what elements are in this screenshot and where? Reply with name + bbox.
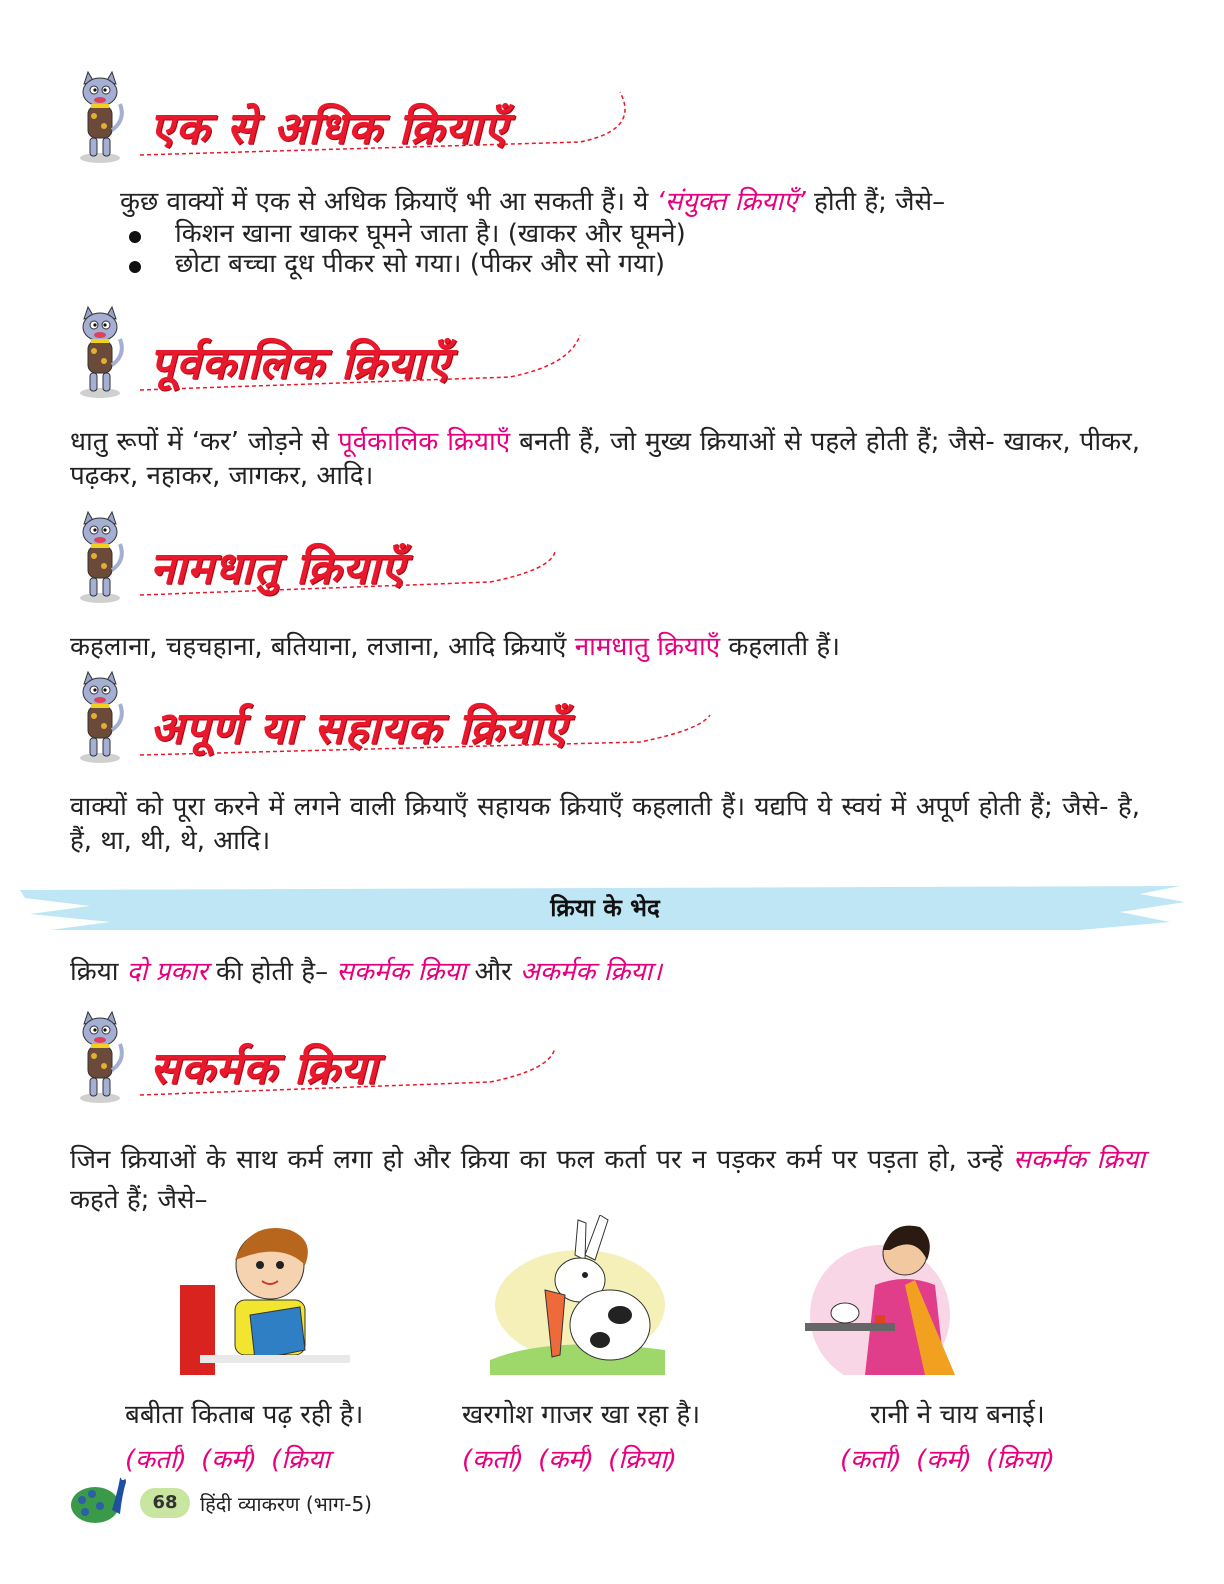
paragraph-compound-verbs [120, 185, 1160, 279]
cat-mascot-icon [70, 670, 130, 765]
highlight-term: ‘संयुक्त क्रियाएँ’ [656, 187, 806, 217]
text: होती हैं; जैसे– [805, 187, 946, 217]
highlight-term: सकर्मक क्रिया [1013, 1145, 1146, 1175]
dashed-underline [140, 325, 590, 395]
example-roles-3: (कर्ता) (कर्म) (क्रिया) [840, 1445, 1055, 1475]
cat-mascot-icon [70, 1010, 130, 1105]
paragraph-namdhatu [70, 630, 1150, 664]
section-heading-1 [70, 70, 720, 170]
page-footer [70, 1470, 470, 1530]
text: जिन क्रियाओं के साथ कर्म लगा हो और क्रिया का फल कर्ता पर न पड़कर कर्म पर पड़ता हो, उन्हें [70, 1145, 1014, 1175]
paragraph-sakarmak [70, 1140, 1145, 1220]
section-title: एक से अधिक क्रियाएँ [150, 103, 509, 154]
girl-reading-illustration [180, 1215, 355, 1375]
paragraph-two-types [70, 955, 1150, 989]
example-roles-2: (कर्ता) (कर्म) (क्रिया) [462, 1445, 677, 1475]
section-heading-3 [70, 510, 720, 610]
rabbit-eating-carrot-illustration [490, 1215, 665, 1375]
dashed-underline [140, 530, 560, 600]
cat-mascot-icon [70, 70, 130, 165]
text: कुछ वाक्यों में एक से अधिक क्रियाएँ भी आ सकती हैं। ये [120, 187, 657, 217]
section-title: अपूर्ण या सहायक क्रियाएँ [150, 703, 568, 754]
list-item: छोटा बच्चा दूध पीकर सो गया। (पीकर और सो गया) [125, 249, 1160, 279]
text: वाक्यों को पूरा करने में लगने वाली क्रियाएँ सहायक क्रियाएँ कहलाती हैं। यद्यपि ये स्वयं में अपूर्ण होती हैं; जैसे- है, हैं, था, थी, थे, आदि। [70, 792, 1140, 856]
cat-mascot-icon [70, 510, 130, 605]
text: कहलाना, चहचहाना, बतियाना, लजाना, आदि क्रियाएँ [70, 632, 575, 662]
text: की होती है– [207, 957, 337, 987]
dashed-underline [140, 1030, 560, 1100]
kriya-bhed-banner [20, 882, 1190, 934]
example-list [125, 219, 1160, 279]
book-title: हिंदी व्याकरण (भाग-5) [200, 1492, 372, 1516]
highlight-term: पूर्वकालिक क्रियाएँ [337, 427, 511, 457]
section-title: नामधातु क्रियाएँ [150, 543, 406, 594]
page-number: 68 [140, 1488, 190, 1518]
cat-mascot-icon [70, 305, 130, 400]
section-title: पूर्वकालिक क्रियाएँ [150, 338, 451, 389]
example-sentence-3: रानी ने चाय बनाई। [870, 1400, 1045, 1430]
list-item: किशन खाना खाकर घूमने जाता है। (खाकर और घूमने) [125, 219, 1160, 249]
highlight-term: अकर्मक क्रिया। [520, 957, 662, 987]
highlight-term: नामधातु क्रियाएँ [574, 632, 721, 662]
highlight-term: दो प्रकार [126, 957, 208, 987]
banner-label: क्रिया के भेद [550, 894, 660, 922]
text: कहते हैं; जैसे– [70, 1185, 208, 1215]
text: बनती हैं, जो मुख्य क्रियाओं से पहले होती हैं; जैसे- खाकर, पीकर, पढ़कर, नहाकर, जागकर, आदि। [70, 427, 1140, 491]
section-heading-2 [70, 305, 720, 405]
text: और [466, 957, 520, 987]
section-heading-4 [70, 670, 720, 770]
example-sentence-1: बबीता किताब पढ़ रही है। [125, 1400, 364, 1430]
dashed-underline [140, 690, 720, 760]
text: धातु रूपों में ‘कर’ जोड़ने से [70, 427, 338, 457]
peacock-icon [70, 1470, 140, 1530]
paragraph-purvakalik [70, 425, 1140, 493]
paragraph-sahayak [70, 790, 1140, 858]
highlight-term: सकर्मक क्रिया [336, 957, 467, 987]
woman-serving-tea-illustration [805, 1215, 980, 1375]
dashed-underline [140, 90, 660, 160]
text: कहलाती हैं। [720, 632, 840, 662]
section-heading-5 [70, 1010, 720, 1110]
text: क्रिया [70, 957, 127, 987]
example-roles-1: (कर्ता) (कर्म) (क्रिया [125, 1445, 330, 1475]
section-title: सकर्मक क्रिया [150, 1043, 379, 1094]
intro-line [120, 185, 1160, 219]
example-sentence-2: खरगोश गाजर खा रहा है। [462, 1400, 701, 1430]
